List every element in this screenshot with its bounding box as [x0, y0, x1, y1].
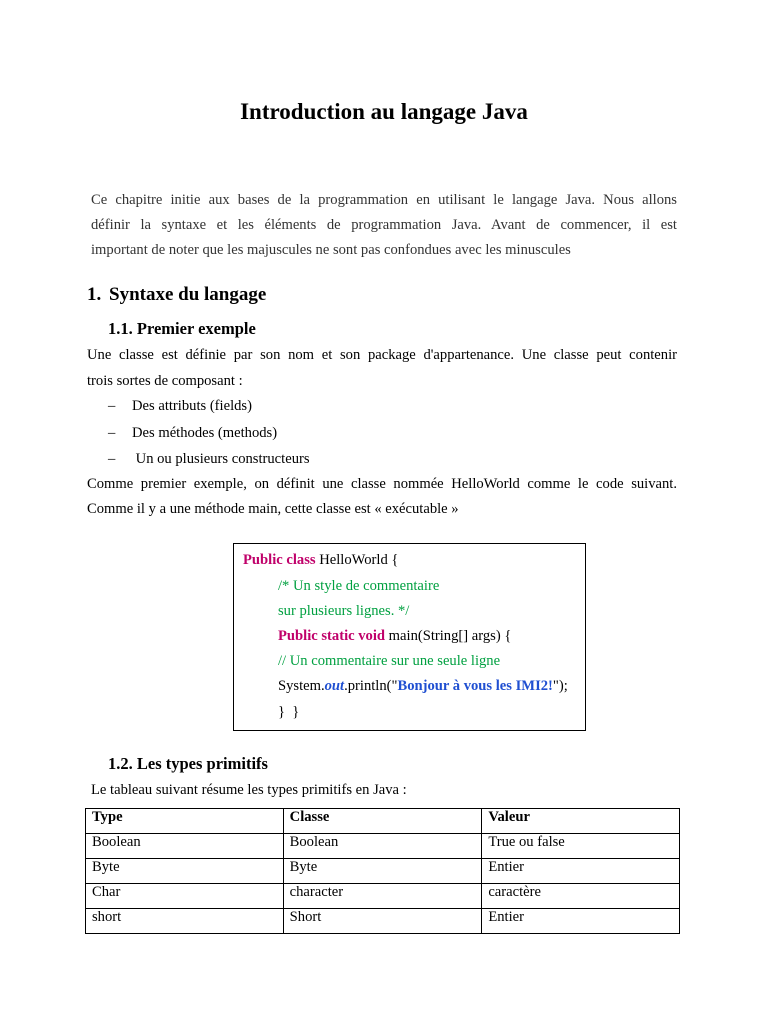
list-item-text: Des attributs (fields) — [132, 398, 252, 414]
code-line: } } — [278, 704, 300, 720]
table-cell: Short — [283, 909, 482, 934]
code-block — [233, 543, 586, 731]
table-cell: Byte — [283, 859, 482, 884]
section-title: Syntaxe du langage — [109, 284, 267, 305]
intro-line: Ce chapitre initie aux bases de la programmation en utilisant le langage Java. Nous allons — [91, 192, 677, 208]
table-cell: Boolean — [283, 834, 482, 859]
table-cell: Char — [86, 884, 284, 909]
code-comment: /* Un style de commentaire — [278, 578, 440, 594]
subsection-heading: 1.2. Les types primitifs — [108, 754, 268, 773]
subsection-heading: 1.1. Premier exemple — [108, 319, 256, 338]
list-item — [108, 425, 277, 442]
code-line — [278, 628, 511, 645]
primitive-types-table — [85, 808, 680, 934]
paragraph-line: Une classe est définie par son nom et son package d'appartenance. Une classe peut contenir — [87, 347, 677, 363]
table-header-cell: Type — [86, 809, 284, 834]
code-line — [243, 552, 398, 569]
table-row — [86, 909, 680, 934]
list-dash: – — [108, 451, 116, 467]
page-title: Introduction au langage Java — [240, 99, 528, 124]
code-text: .println(" — [344, 678, 398, 694]
table-cell: Entier — [482, 859, 680, 884]
paragraph-line: Le tableau suivant résume les types primitifs en Java : — [91, 782, 407, 798]
code-text: System. — [278, 678, 325, 694]
paragraph-line: trois sortes de composant : — [87, 373, 243, 389]
table-header-cell: Classe — [283, 809, 482, 834]
code-keyword: Public static void — [278, 628, 386, 644]
table-cell: True ou false — [482, 834, 680, 859]
table-row — [86, 834, 680, 859]
code-string: Bonjour à vous les IMI2! — [397, 678, 553, 694]
list-item — [108, 398, 252, 415]
code-line — [278, 678, 568, 695]
code-text: "); — [552, 678, 568, 694]
table-cell: character — [283, 884, 482, 909]
table-cell: Boolean — [86, 834, 284, 859]
paragraph-line: Comme il y a une méthode main, cette classe est « exécutable » — [87, 501, 459, 517]
code-text: main(String[] args) { — [385, 628, 512, 644]
section-number: 1. — [87, 284, 102, 305]
code-keyword: Public class — [243, 552, 316, 568]
intro-paragraph — [91, 188, 677, 263]
code-text: HelloWorld { — [315, 552, 399, 568]
table-row — [86, 884, 680, 909]
table-cell: caractère — [482, 884, 680, 909]
list-dash: – — [108, 398, 116, 414]
list-item — [108, 451, 310, 468]
intro-line: définir la syntaxe et les éléments de programmation Java. Avant de commencer, il est — [91, 217, 677, 233]
table-header-row — [86, 809, 680, 834]
table-row — [86, 859, 680, 884]
paragraph-line: Comme premier exemple, on définit une classe nommée HelloWorld comme le code suivant. — [87, 476, 677, 492]
code-field: out — [324, 678, 345, 694]
table-cell: short — [86, 909, 284, 934]
table-cell: Byte — [86, 859, 284, 884]
table-header-cell: Valeur — [482, 809, 680, 834]
intro-line: important de noter que les majuscules ne sont pas confondues avec les minuscules — [91, 242, 571, 258]
list-item-text: Un ou plusieurs constructeurs — [132, 451, 310, 467]
code-comment: // Un commentaire sur une seule ligne — [278, 653, 501, 669]
code-comment: sur plusieurs lignes. */ — [278, 603, 410, 619]
table-cell: Entier — [482, 909, 680, 934]
list-item-text: Des méthodes (methods) — [132, 425, 278, 441]
list-dash: – — [108, 425, 116, 441]
section-heading — [87, 284, 266, 306]
